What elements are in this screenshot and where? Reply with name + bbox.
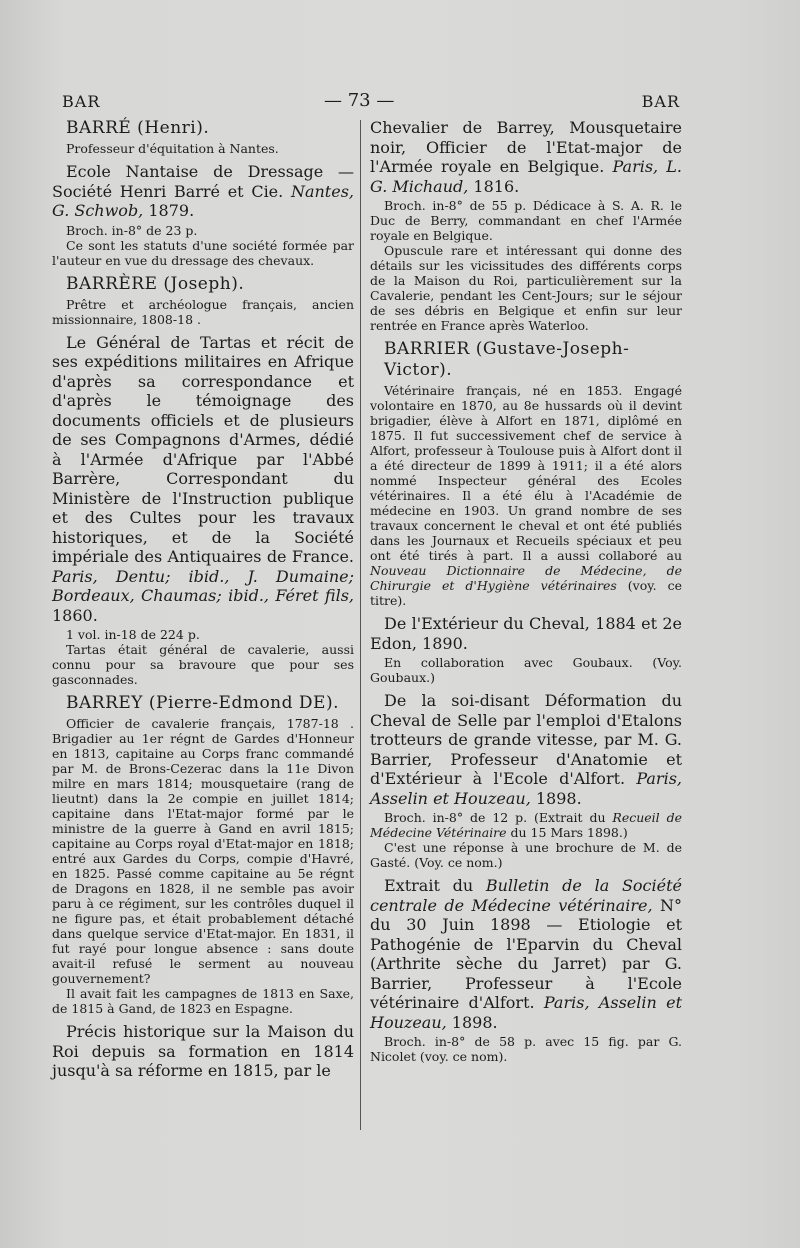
right-column [370, 118, 682, 1064]
bibliographic-note: 1 vol. in-18 de 224 p. [66, 627, 200, 642]
entry-description: Prêtre et archéologue français, ancien missionnaire, 1808-18 . [52, 296, 354, 327]
entry-heading-barrier: BARRIER (Gustave-Joseph-Victor). [384, 339, 630, 380]
running-header [62, 92, 680, 116]
bibliographic-note: Broch. in-8° de 12 p. (Extrait du Recueil de Médecine Vétérinaire du 15 Mars 1898.) [370, 810, 682, 840]
bibliographic-note: Broch. in-8° de 23 p. [66, 222, 198, 238]
bibliographic-note: C'est une réponse à une brochure de M. de Gasté. (Voy. ce nom.) [370, 840, 682, 870]
entry-heading-barre: BARRÉ (Henri). [66, 118, 210, 138]
bibliographic-note: Tartas était général de cavalerie, aussi connu pour sa bravoure que pour ses gasconnades. [52, 642, 354, 687]
entry-description: Officier de cavalerie français, 1787-18 . Brigadier au 1er régnt de Gardes d'Honneur en 1813, capitaine au Corps franc commandé par M. de Brons-Cezerac dans la 11e Divon milre en mars 1814; mousquetaire (rang de lieutnt) dans la 2e compie en juillet 1814; capitaine dans l'Etat-major formé par le ministre de la guerre à Gand en avril 1815; capitaine au Corps royal d'Etat-major en 1818; entré aux Gardes du Corps, compie d'Havré, en 1825. Passé comme capitaine au 5e régnt de Dragons en 1828, il ne semble pas avoir paru à ce régiment, sur les contrôles duquel il ne figure pas, et était probablement détaché dans quelque service d'Etat-major. En 1831, il fut rayé pour longue absence : sans doute avait-il refusé le serment au nouveau gouvernement? [52, 716, 354, 986]
entry-heading-barrey: BARREY (Pierre-Edmond DE). [66, 693, 339, 713]
bibliographic-note: Broch. in-8° de 58 p. avec 15 fig. par G. Nicolet (voy. ce nom). [370, 1034, 682, 1064]
entry-description: Vétérinaire français, né en 1853. Engagé volontaire en 1870, au 8e hussards où il devint brigadier, élève à Alfort en 1871, diplômé en 1875. Il fut successivement chef de service à Alfort, professeur à Toulouse puis à Alfort dont il a été directeur de 1899 à 1911; il a été alors nommé Inspecteur général des Ecoles vétérinaires. Il a été élu à l'Académie de médecine en 1903. Un grand nombre de ses travaux concernent le cheval et ont été publiés dans les Journaux et Recueils spéciaux et peu ont été tirés à part. Il a aussi collaboré au Nouveau Dictionnaire de Médecine, de Chirurgie et d'Hygiène vétérinaires (voy. ce titre). [370, 383, 682, 608]
work-title: Ecole Nantaise de Dressage — Société Henri Barré et Cie. Nantes, G. Schwob, 1879. [52, 162, 354, 220]
bibliographic-note: Ce sont les statuts d'une société formée par l'auteur en vue du dressage des chevaux. [52, 237, 354, 268]
page-number: — 73 — [324, 90, 395, 111]
bibliographic-note: Opuscule rare et intéressant qui donne des détails sur les vicissitudes des différents corps de la Maison du Roi, particulièrement sur la Cavalerie, pendant les Cent-Jours; sur le séjour de ses débris en Belgique et enfin sur leur rentrée en France après Waterloo. [370, 243, 682, 333]
entry-description: Professeur d'équitation à Nantes. [66, 141, 279, 156]
work-title: Extrait du Bulletin de la Société centrale de Médecine vétérinaire, N° du 30 Juin 1898 — Etiologie et Pathogénie de l'Eparvin du Cheval (Arthrite sèche du Jarret) par G. Barrier, Professeur à l'Ecole vétérinaire d'Alfort. Paris, Asselin et Houzeau, 1898. [370, 876, 682, 1032]
work-title: Précis historique sur la Maison du Roi depuis sa formation en 1814 jusqu'à sa réforme en 1815, par le [52, 1022, 354, 1080]
header-left-keyword: BAR [62, 92, 101, 111]
entry-description: Il avait fait les campagnes de 1813 en Saxe, de 1815 à Gand, de 1823 en Espagne. [52, 986, 354, 1016]
work-title-continued: Chevalier de Barrey, Mousquetaire noir, Officier de l'Etat-major de l'Armée royale en Belgique. Paris, L. G. Michaud, 1816. [370, 118, 682, 196]
work-title: De l'Extérieur du Cheval, 1884 et 2e Edon, 1890. [370, 614, 682, 653]
left-column [52, 118, 354, 1083]
bibliographic-note: En collaboration avec Goubaux. (Voy. Goubaux.) [370, 655, 682, 685]
entry-heading-barrere: BARRÈRE (Joseph). [66, 273, 245, 294]
bibliographic-note: Broch. in-8° de 55 p. Dédicace à S. A. R. le Duc de Berry, commandant en chef l'Armée royale en Belgique. [370, 198, 682, 243]
column-divider [360, 120, 361, 1130]
work-title: Le Général de Tartas et récit de ses expéditions militaires en Afrique d'après sa correspondance et d'après le témoignage des documents officiels et de plusieurs de ses Compagnons d'Armes, dédié à l'Armée d'Afrique par l'Abbé Barrère, Correspondant du Ministère de l'Instruction publique et des Cultes pour les travaux historiques, et de la Société impériale des Antiquaires de France. Paris, Dentu; ibid., J. Dumaine; Bordeaux, Chaumas; ibid., Féret fils, 1860. [52, 332, 354, 625]
work-title: De la soi-disant Déformation du Cheval de Selle par l'emploi d'Etalons trotteurs de grande vitesse, par M. G. Barrier, Professeur d'Anatomie et d'Extérieur à l'Ecole d'Alfort. Paris, Asselin et Houzeau, 1898. [370, 691, 682, 808]
header-right-keyword: BAR [641, 92, 680, 111]
